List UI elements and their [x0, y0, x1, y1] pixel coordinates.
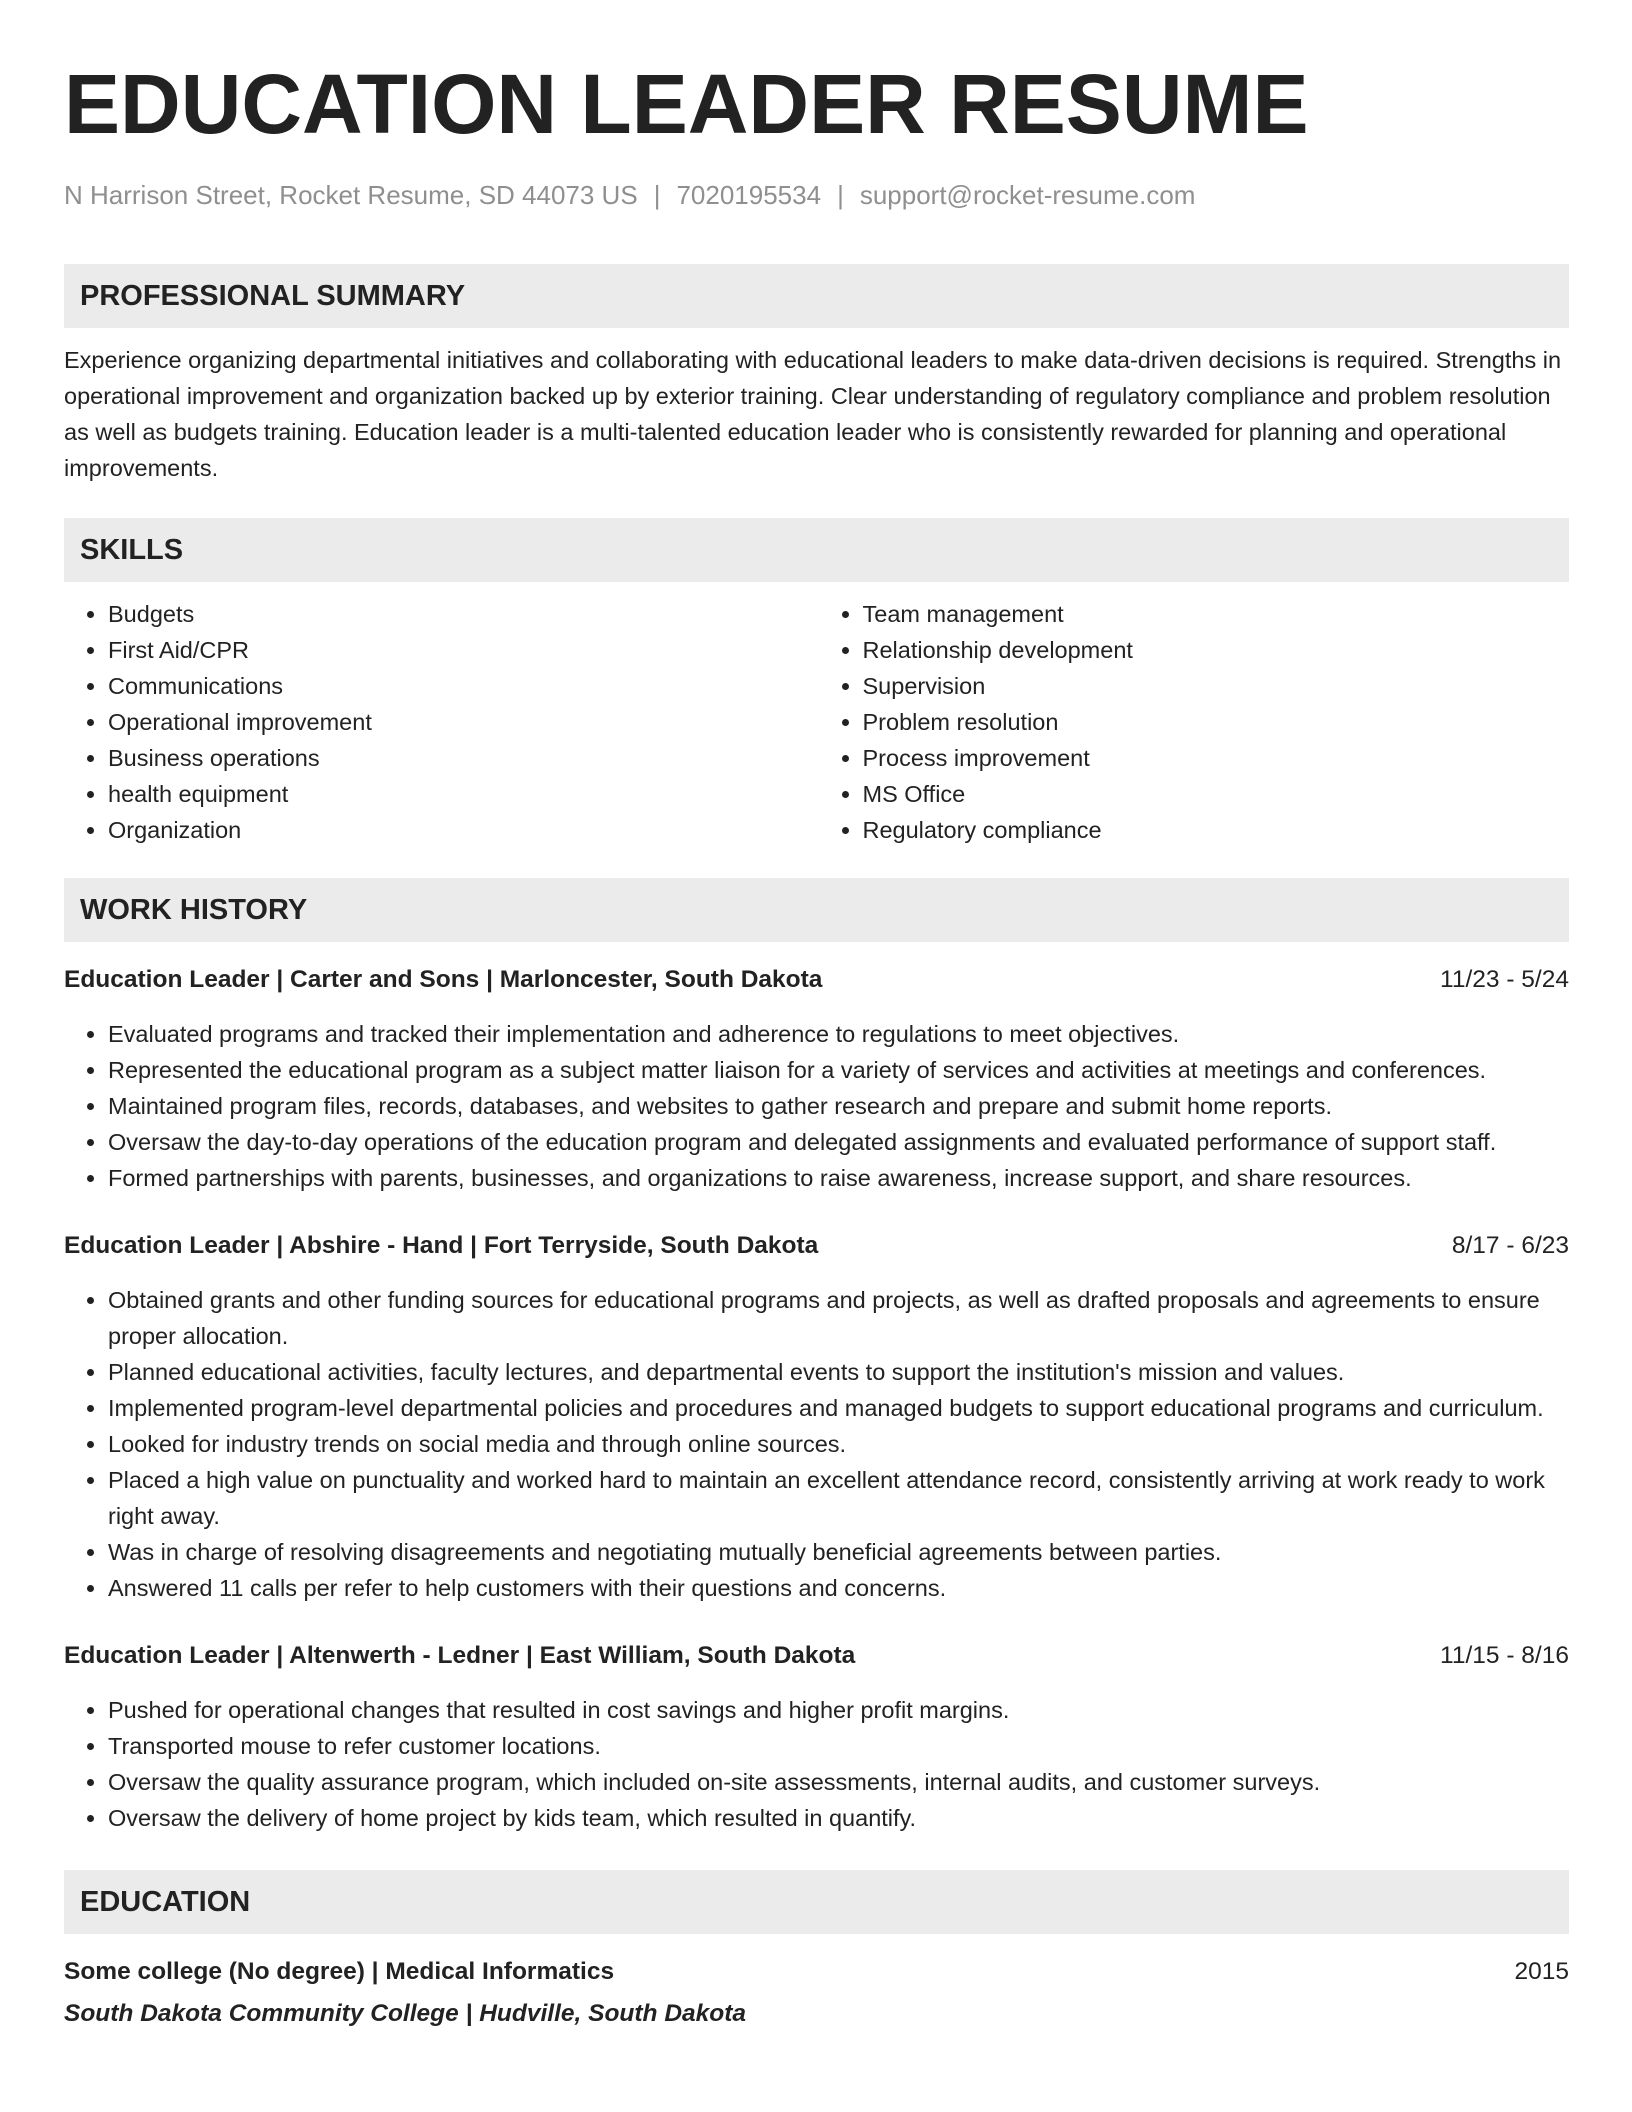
contact-phone[interactable]: 7020195534	[676, 180, 822, 210]
job-bullet: • Answered 11 calls per refer to help customers with their questions and concerns.	[108, 1570, 1569, 1606]
contact-email[interactable]: support@rocket-resume.com	[859, 180, 1196, 210]
job-bullet: • Oversaw the day-to-day operations of the education program and delegated assignments and evaluated performance of support staff.	[108, 1124, 1569, 1160]
job-header	[64, 962, 1569, 998]
contact-address: N Harrison Street, Rocket Resume, SD 44073 US	[64, 180, 638, 210]
skill-item: • MS Office	[863, 776, 1570, 812]
skills-column-right	[817, 596, 1570, 848]
skill-item: • Problem resolution	[863, 704, 1570, 740]
job-dates: 11/23 - 5/24	[1440, 966, 1569, 993]
contact-separator: |	[837, 180, 844, 210]
education-school: South Dakota Community College | Hudville, South Dakota	[64, 2000, 747, 2027]
skill-item: • Budgets	[108, 596, 817, 632]
resume-content	[64, 48, 1569, 2032]
skills-list	[64, 596, 1569, 848]
skills-column-left	[64, 596, 817, 848]
job-title: Education Leader | Carter and Sons | Marloncester, South Dakota	[64, 966, 823, 993]
job-bullet: • Implemented program-level departmental policies and procedures and managed budgets to support educational programs and curriculum.	[108, 1390, 1569, 1426]
education-entry	[64, 1954, 1569, 1990]
job-bullet: • Maintained program files, records, databases, and websites to gather research and prepare and submit home reports.	[108, 1088, 1569, 1124]
skill-item: • Process improvement	[863, 740, 1570, 776]
job-dates: 8/17 - 6/23	[1451, 1232, 1569, 1259]
job-title: Education Leader | Abshire - Hand | Fort Terryside, South Dakota	[64, 1232, 819, 1259]
job-entry	[64, 962, 1569, 1196]
job-bullet: • Looked for industry trends on social media and through online sources.	[108, 1426, 1569, 1462]
job-bullets	[64, 1016, 1569, 1196]
contact-separator: |	[653, 180, 661, 210]
skill-item: • Relationship development	[863, 632, 1570, 668]
job-bullet: • Oversaw the delivery of home project by kids team, which resulted in quantify.	[108, 1800, 1569, 1836]
skill-item: • Business operations	[108, 740, 817, 776]
skill-item: • Supervision	[863, 668, 1570, 704]
education-year: 2015	[1514, 1958, 1569, 1985]
skill-item: • Organization	[108, 812, 817, 848]
contact-line	[64, 178, 1569, 212]
job-entry	[64, 1228, 1569, 1606]
skill-item: • First Aid/CPR	[108, 632, 817, 668]
work-history-heading: WORK HISTORY	[64, 878, 1569, 942]
summary-heading: PROFESSIONAL SUMMARY	[64, 264, 1569, 328]
job-bullet: • Oversaw the quality assurance program, which included on-site assessments, internal audits, and customer surveys.	[108, 1764, 1569, 1800]
job-bullet: • Evaluated programs and tracked their implementation and adherence to regulations to meet objectives.	[108, 1016, 1569, 1052]
skill-item: • Communications	[108, 668, 817, 704]
job-bullet: • Obtained grants and other funding sources for educational programs and projects, as well as drafted proposals and agreements to ensure proper allocation.	[108, 1282, 1569, 1354]
summary-text: Experience organizing departmental initiatives and collaborating with educational leaders to make data-driven decisions is required. Strengths in operational improvement and organization backed up by exterior training. Clear understanding of regulatory compliance and problem resolution as well as budgets training. Education leader is a multi-talented education leader who is consistently rewarded for planning and operational improvements.	[64, 347, 1562, 481]
skill-item: • health equipment	[108, 776, 817, 812]
job-bullet: • Placed a high value on punctuality and worked hard to maintain an excellent attendance record, consistently arriving at work ready to work right away.	[108, 1462, 1569, 1534]
skills-heading: SKILLS	[64, 518, 1569, 582]
job-bullet: • Represented the educational program as a subject matter liaison for a variety of services and activities at meetings and conferences.	[108, 1052, 1569, 1088]
job-bullet: • Formed partnerships with parents, businesses, and organizations to raise awareness, increase support, and share resources.	[108, 1160, 1569, 1196]
job-bullets	[64, 1282, 1569, 1606]
skill-item: • Operational improvement	[108, 704, 817, 740]
education-degree: Some college (No degree) | Medical Informatics	[64, 1958, 615, 1985]
skill-item: • Regulatory compliance	[863, 812, 1570, 848]
job-title: Education Leader | Altenwerth - Ledner | East William, South Dakota	[64, 1642, 856, 1669]
job-entry	[64, 1638, 1569, 1836]
job-header	[64, 1228, 1569, 1264]
job-bullets	[64, 1692, 1569, 1836]
skill-item: • Team management	[863, 596, 1570, 632]
job-header	[64, 1638, 1569, 1674]
job-dates: 11/15 - 8/16	[1440, 1642, 1569, 1669]
job-bullet: • Was in charge of resolving disagreements and negotiating mutually beneficial agreements between parties.	[108, 1534, 1569, 1570]
education-heading: EDUCATION	[64, 1870, 1569, 1934]
resume-title: EDUCATION LEADER RESUME	[64, 57, 1309, 151]
job-bullet: • Pushed for operational changes that resulted in cost savings and higher profit margins.	[108, 1692, 1569, 1728]
job-bullet: • Planned educational activities, faculty lectures, and departmental events to support the institution's mission and values.	[108, 1354, 1569, 1390]
job-bullet: • Transported mouse to refer customer locations.	[108, 1728, 1569, 1764]
